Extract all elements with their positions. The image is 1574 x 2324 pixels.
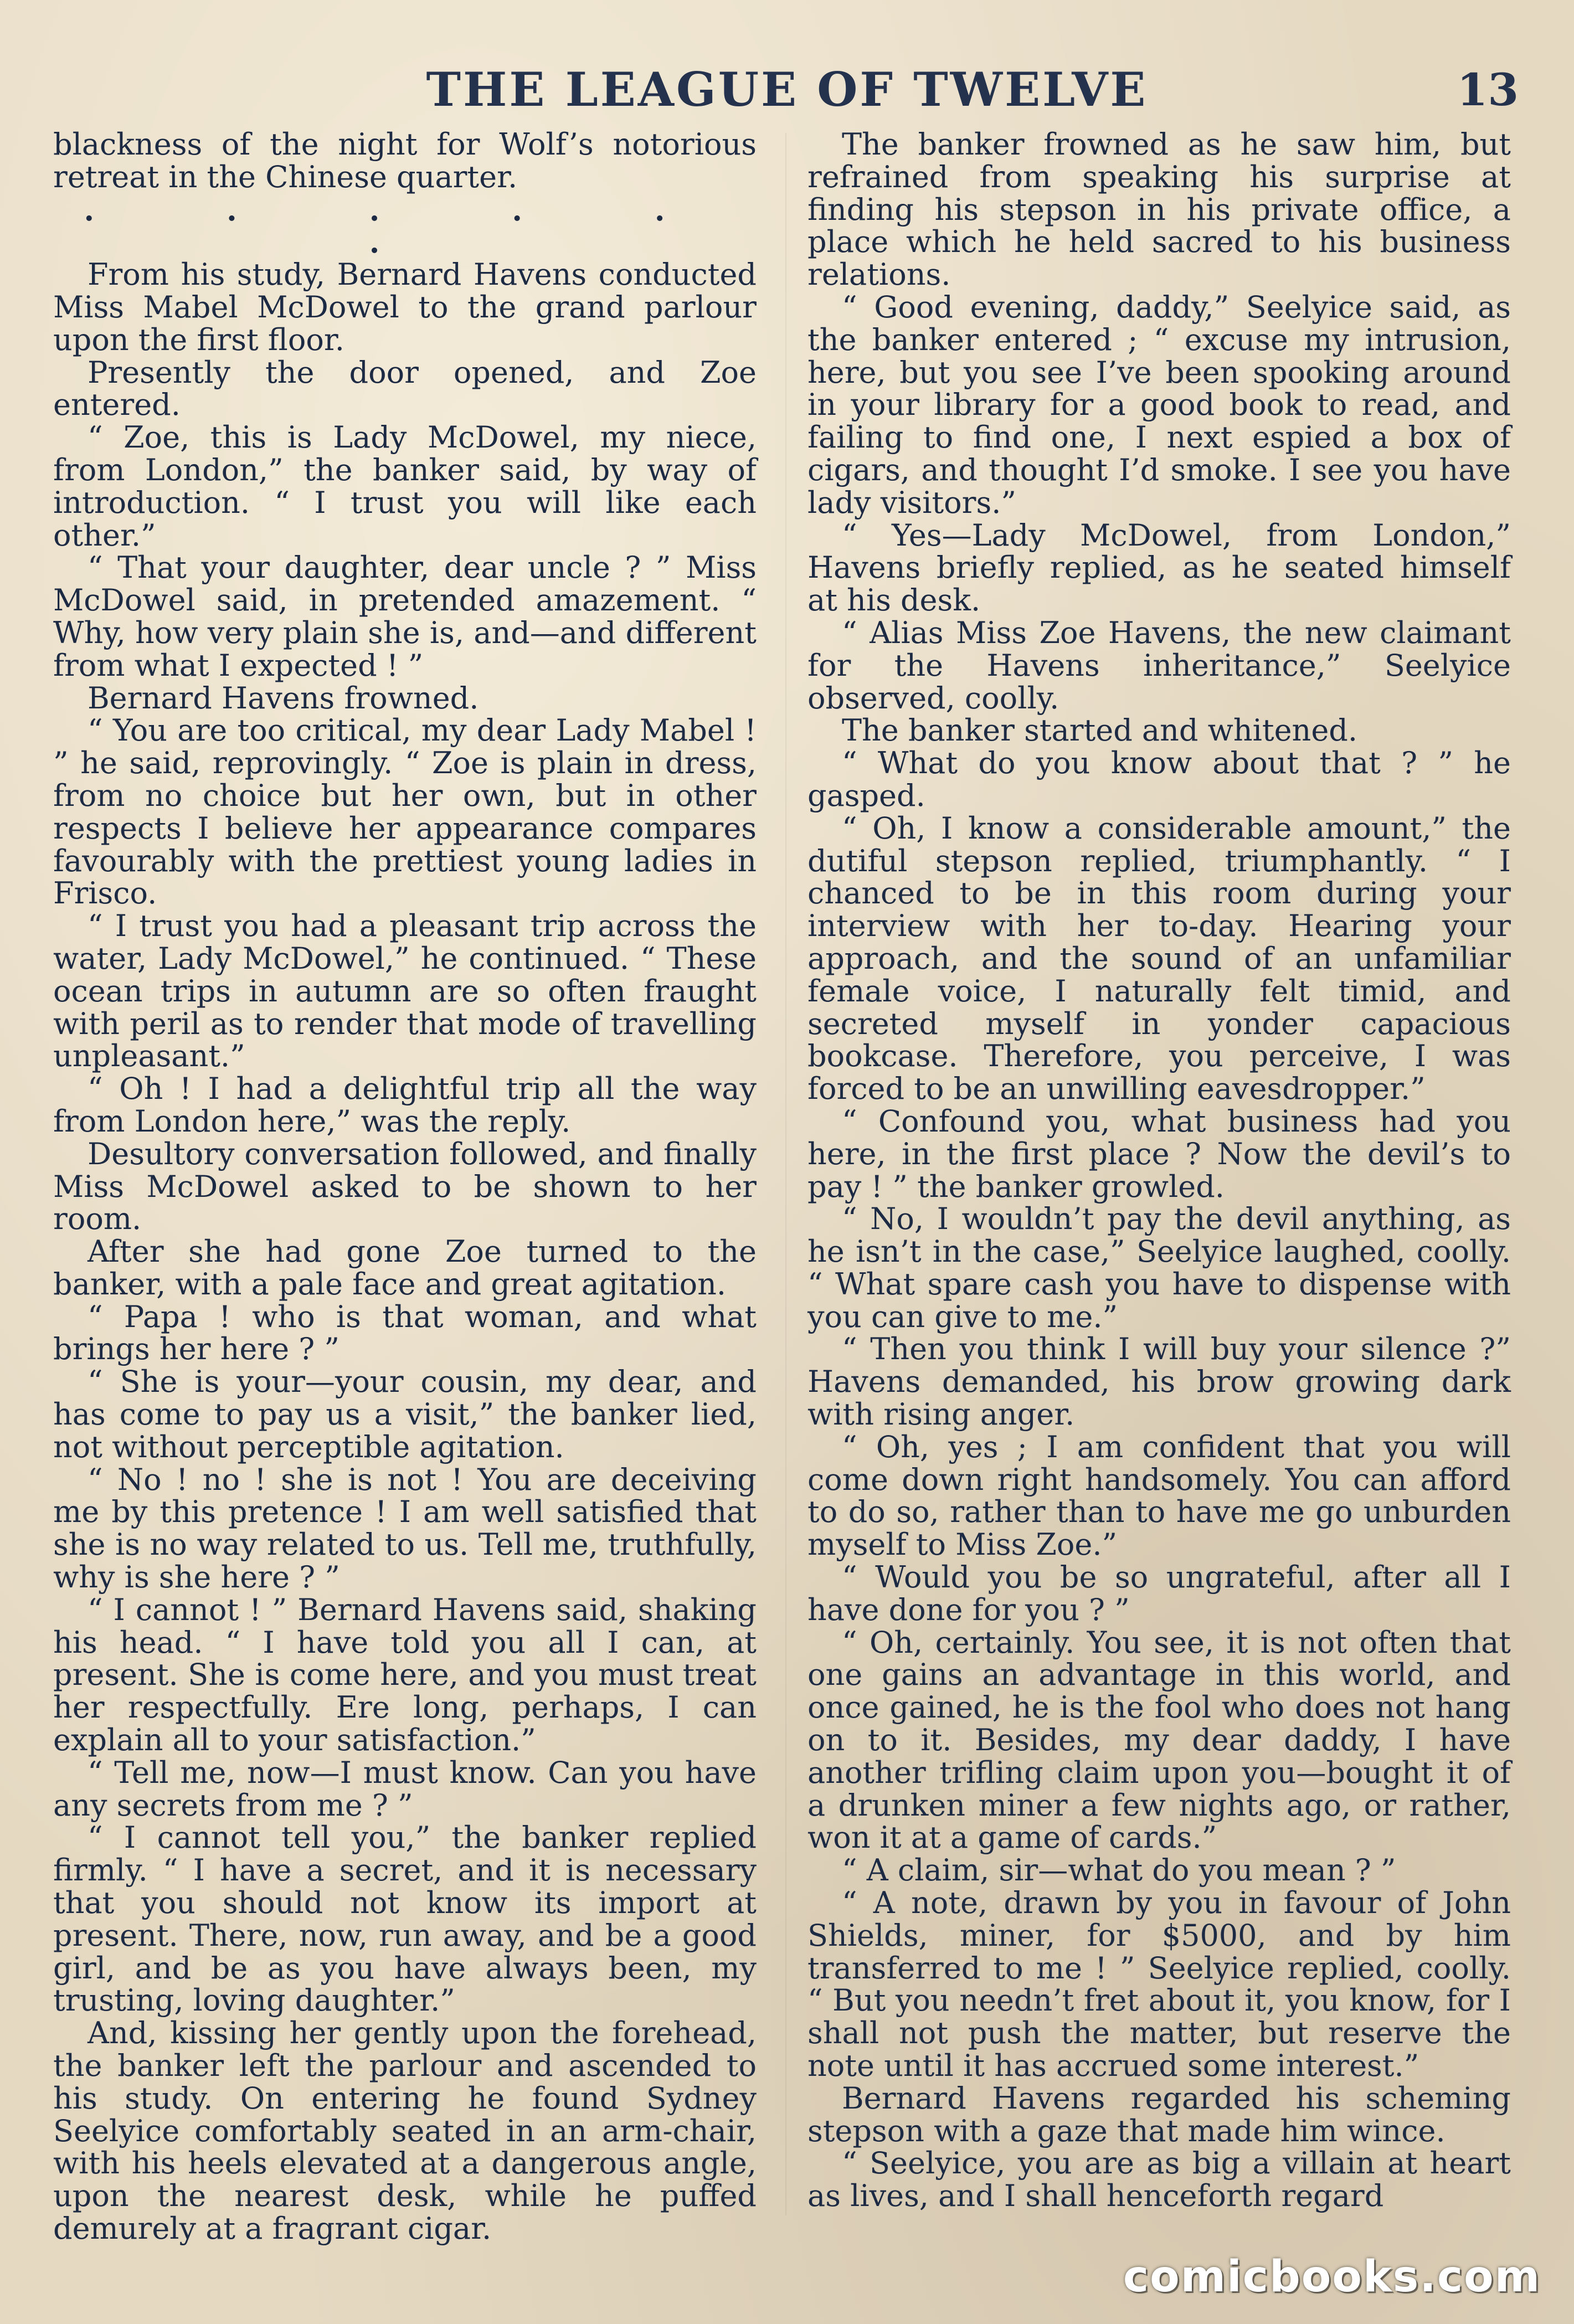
paragraph: “ That your daughter, dear uncle ? ” Miss McDowel said, in pretended amazement. “ Why, how very plain she is, and—and different from what I expected ! ”: [53, 550, 757, 683]
paragraph: Bernard Havens regarded his scheming stepson with a gaze that made him wince.: [807, 2080, 1511, 2148]
paragraph: “ Good evening, daddy,” Seelyice said, as the banker entered ; “ excuse my intrusion, here, but you see I’ve been spooking around in your library for a good book to read, and failing to find one, I next espied a box of cigars, and thought I’d smoke. I see you have lady visitors.”: [807, 289, 1511, 520]
paragraph: “ Zoe, this is Lady McDowel, my niece, from London,” the banker said, by way of introduction. “ I trust you will like each other.”: [53, 420, 757, 553]
paragraph: “ Oh, I know a considerable amount,” the dutiful stepson replied, triumphantly. “ I chanced to be in this room during your interview with her to-day. Hearing your approach, and the sound of an unfamiliar female voice, I naturally felt timid, and secreted myself in yonder capacious bookcase. Therefore, you perceive, I was forced to be an unwilling eavesdropper.”: [807, 810, 1511, 1107]
paragraph: “ What do you know about that ? ” he gasped.: [807, 745, 1511, 813]
right-column: [807, 128, 1511, 2222]
paragraph: “ Confound you, what business had you here, in the first place ? Now the devil’s to pay ! ” the banker growled.: [807, 1103, 1511, 1204]
running-title: THE LEAGUE OF TWELVE: [426, 62, 1148, 117]
paragraph: From his study, Bernard Havens conducted Miss Mabel McDowel to the grand parlour upon the first floor.: [53, 257, 757, 357]
paragraph: Bernard Havens frowned.: [88, 680, 479, 716]
paragraph: Presently the door opened, and Zoe entered.: [53, 354, 757, 423]
page-number: 13: [1457, 64, 1519, 116]
watermark-text: comicbooks.com: [1123, 2252, 1541, 2302]
paragraph: “ I trust you had a pleasant trip across the water, Lady McDowel,” he continued. “ These ocean trips in autumn are so often fraught with peril as to render that mode of travelling unpleasant.”: [53, 908, 757, 1074]
paragraph: “ Yes—Lady McDowel, from London,” Havens briefly replied, as he seated himself at his desk.: [807, 517, 1511, 618]
paragraph: And, kissing her gently upon the forehead, the banker left the parlour and ascended to his study. On entering he found Sydney Seelyice comfortably seated in an arm-chair, with his heels elevated at a dangerous angle, upon the nearest desk, while he puffed demurely at a fragrant cigar.: [53, 2015, 757, 2246]
page-header: [50, 62, 1524, 117]
paragraph: blackness of the night for Wolf’s notorious retreat in the Chinese quarter.: [53, 127, 757, 194]
section-break: . . . . . .: [84, 192, 726, 260]
column-gutter: [785, 133, 786, 2215]
paragraph: “ Papa ! who is that woman, and what brings her here ? ”: [53, 1299, 757, 1367]
paragraph: “ Then you think I will buy your silence ?” Havens demanded, his brow growing dark with rising anger.: [807, 1331, 1511, 1432]
paragraph: “ Oh, yes ; I am confident that you will come down right handsomely. You can afford to do so, rather than to have me go unburden myself to Miss Zoe.”: [807, 1429, 1511, 1562]
paragraph: Desultory conversation followed, and finally Miss McDowel asked to be shown to her room.: [53, 1136, 757, 1237]
paragraph: “ Oh ! I had a delightful trip all the way from London here,” was the reply.: [53, 1071, 757, 1139]
paragraph: “ You are too critical, my dear Lady Mabel ! ” he said, reprovingly. “ Zoe is plain in dress, from no choice but her own, but in other respects I believe her appearance compares favourably with the prettiest young ladies in Frisco.: [53, 713, 757, 911]
paragraph: “ Tell me, now—I must know. Can you have any secrets from me ? ”: [53, 1755, 757, 1823]
paragraph: “ Alias Miss Zoe Havens, the new claimant for the Havens inheritance,” Seelyice observed, coolly.: [807, 615, 1511, 716]
paragraph: “ I cannot tell you,” the banker replied firmly. “ I have a secret, and it is necessary that you should not know its import at present. There, now, run away, and be a good girl, and be as you have always been, my trusting, loving daughter.”: [53, 1820, 757, 2018]
paragraph: “ She is your—your cousin, my dear, and has come to pay us a visit,” the banker lied, not without perceptible agitation.: [53, 1364, 757, 1464]
paragraph: “ Oh, certainly. You see, it is not often that one gains an advantage in this world, and once gained, he is the fool who does not hang on to it. Besides, my dear daddy, I have another trifling claim upon you—bought it of a drunken miner a few nights ago, or rather, won it at a game of cards.”: [807, 1624, 1511, 1855]
left-column: [53, 127, 757, 2246]
paragraph: “ No, I wouldn’t pay the devil anything, as he isn’t in the case,” Seelyice laughed, coolly. “ What spare cash you have to dispense with you can give to me.”: [807, 1201, 1511, 1334]
paragraph: “ A claim, sir—what do you mean ? ”: [842, 1853, 1396, 1888]
paragraph: “ A note, drawn by you in favour of John Shields, miner, for $5000, and by him transferred to me ! ” Seelyice replied, coolly. “ But you needn’t fret about it, you know, for I shall not push the matter, but reserve the note until it has accrued some interest.”: [807, 1885, 1511, 2084]
paragraph: The banker started and whitened.: [842, 713, 1358, 748]
paragraph: “ Seelyice, you are as big a villain at heart as lives, and I shall henceforth regard: [807, 2146, 1511, 2214]
paragraph: After she had gone Zoe turned to the banker, with a pale face and great agitation.: [53, 1234, 757, 1302]
paragraph: “ No ! no ! she is not ! You are deceiving me by this pretence ! I am well satisfied that she is no way related to us. Tell me, truthfully, why is she here ? ”: [53, 1462, 757, 1595]
paragraph: “ Would you be so ungrateful, after all I have done for you ? ”: [807, 1560, 1511, 1627]
paragraph: “ I cannot ! ” Bernard Havens said, shaking his head. “ I have told you all I can, at present. She is come here, and you must treat her respectfully. Ere long, perhaps, I can explain all to your satisfaction.”: [53, 1592, 757, 1758]
paragraph: The banker frowned as he saw him, but refrained from speaking his surprise at finding his stepson in his private office, a place which he held sacred to his business relations.: [807, 127, 1511, 292]
